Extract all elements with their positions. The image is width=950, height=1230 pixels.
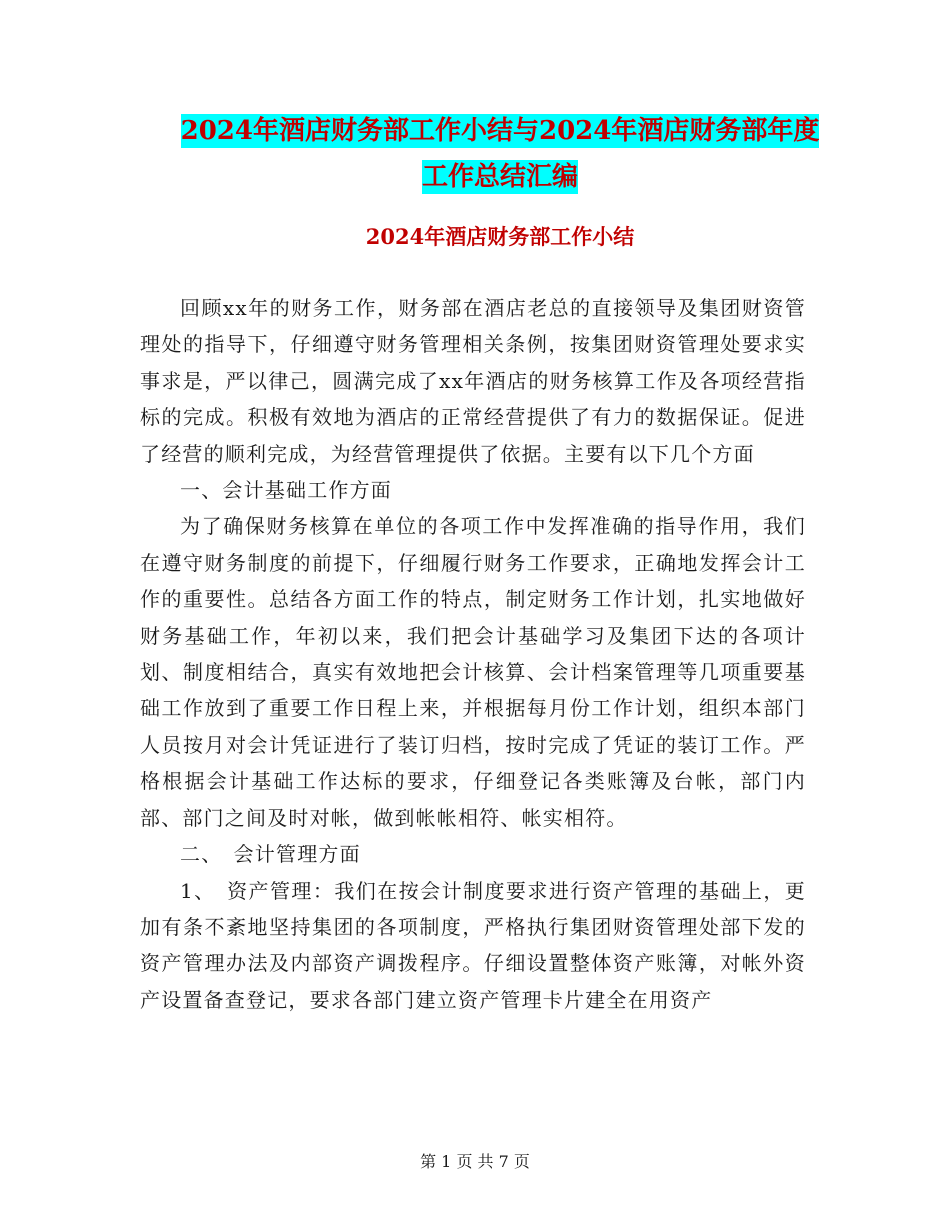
- document-title: [140, 108, 860, 200]
- document-title-line1: 2024年酒店财务部工作小结与2024年酒店财务部年度: [180, 116, 820, 146]
- paragraph-intro: 回顾xx年的财务工作，财务部在酒店老总的直接领导及集团财资管理处的指导下，仔细遵守财务管理相关条例，按集团财资管理处要求实事求是，严以律己，圆满完成了xx年酒店的财务核算工作及各项经营指标的完成。积极有效地为酒店的正常经营提供了有力的数据保证。促进了经营的顺利完成，为经营管理提供了依据。主要有以下几个方面: [140, 296, 806, 466]
- section-title: 2024年酒店财务部工作小结: [365, 224, 635, 249]
- document-body: [140, 290, 806, 1018]
- paragraph-accounting-basics: 为了确保财务核算在单位的各项工作中发挥准确的指导作用，我们在遵守财务制度的前提下，仔细履行财务工作要求，正确地发挥会计工作的重要性。总结各方面工作的特点，制定财务工作计划，扎实地做好财务基础工作，年初以来，我们把会计基础学习及集团下达的各项计划、制度相结合，真实有效地把会计核算、会计档案管理等几项重要基础工作放到了重要工作日程上来，并根据每月份工作计划，组织本部门人员按月对会计凭证进行了装订归档，按时完成了凭证的装订工作。严格根据会计基础工作达标的要求，仔细登记各类账簿及台帐，部门内部、部门之间及时对帐，做到帐帐相符、帐实相符。: [140, 514, 806, 830]
- paragraph-asset-management: 1、 资产管理：我们在按会计制度要求进行资产管理的基础上，更加有条不紊地坚持集团的各项制度，严格执行集团财资管理处部下发的资产管理办法及内部资产调拨程序。仔细设置整体资产账簿，对帐外资产设置备查登记，要求各部门建立资产管理卡片建全在用资产: [140, 878, 806, 1012]
- heading-accounting-basics: 一、会计基础工作方面: [180, 478, 392, 503]
- page-footer: 第 1 页 共 7 页: [420, 1152, 530, 1171]
- heading-accounting-management: 二、 会计管理方面: [180, 842, 361, 867]
- document-title-line2: 工作总结汇编: [421, 162, 578, 192]
